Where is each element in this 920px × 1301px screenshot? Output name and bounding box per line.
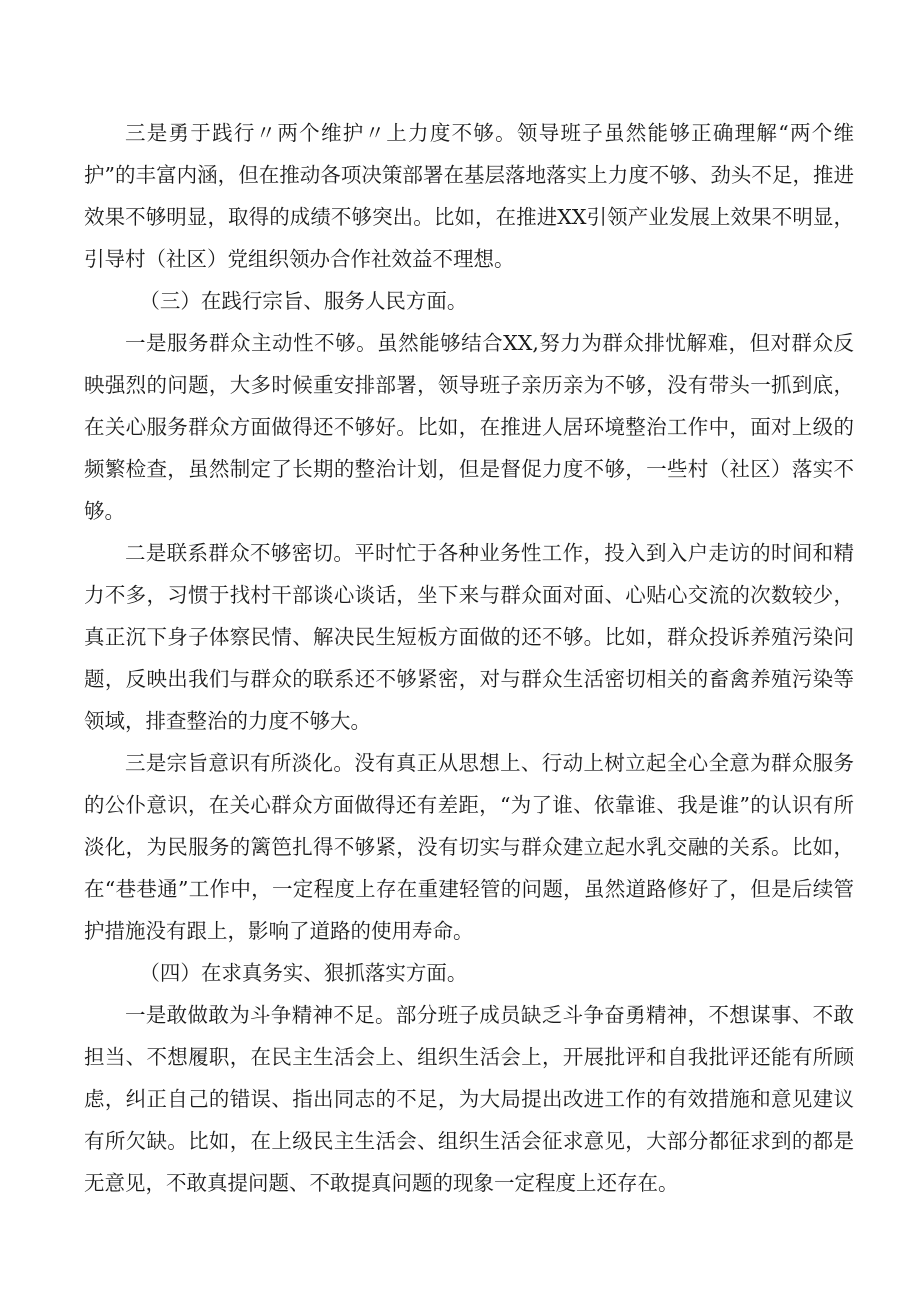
- paragraph-contact-masses: 二是联系群众不够密切。平时忙于各种业务性工作，投入到入户走访的时间和精力不多，习惯于找村干部谈心谈话，坐下来与群众面对面、心贴心交流的次数较少，真正沉下身子体察民情、解决民生短板方面做的还不够。比如，群众投诉养殖污染问题，反映出我们与群众的联系还不够紧密，对与群众生活密切相关的畜禽养殖污染等领域，排查整治的力度不够大。: [84, 541, 854, 733]
- document-body: [84, 112, 854, 1204]
- paragraph-fighting-spirit: 一是敢做敢为斗争精神不足。部分班子成员缺乏斗争奋勇精神，不想谋事、不敢担当、不想履职，在民主生活会上、组织生活会上，开展批评和自我批评还能有所顾虑，纠正自己的错误、指出同志的不足，为大局提出改进工作的有效措施和意见建议有所欠缺。比如，在上级民主生活会、组织生活会征求意见，大部分都征求到的都是无意见，不敢真提问题、不敢提真问题的现象一定程度上还存在。: [84, 1003, 854, 1195]
- paragraph-two-safeguards: 三是勇于践行〃两个维护〃上力度不够。领导班子虽然能够正确理解“两个维护”的丰富内涵，但在推动各项决策部署在基层落地落实上力度不够、劲头不足，推进效果不够明显，取得的成绩不够突出。比如，在推进XX引领产业发展上效果不明显，引导村（社区）党组织领办合作社效益不理想。: [84, 121, 854, 271]
- section-heading-4: （四）在求真务实、狠抓落实方面。: [139, 961, 468, 985]
- paragraph-service-initiative: 一是服务群众主动性不够。虽然能够结合XX,努力为群众排忧解难，但对群众反映强烈的问题，大多时候重安排部署，领导班子亲历亲为不够，没有带头一抓到底，在关心服务群众方面做得还不够好。比如，在推进人居环境整治工作中，面对上级的频繁检查，虽然制定了长期的整治计划，但是督促力度不够，一些村（社区）落实不够。: [84, 331, 854, 523]
- paragraph-purpose-awareness: 三是宗旨意识有所淡化。没有真正从思想上、行动上树立起全心全意为群众服务的公仆意识，在关心群众方面做得还有差距，“为了谁、依靠谁、我是谁”的认识有所淡化，为民服务的篱笆扎得不够紧，没有切实与群众建立起水乳交融的关系。比如，在“巷巷通”工作中，一定程度上存在重建轻管的问题，虽然道路修好了，但是后续管护措施没有跟上，影响了道路的使用寿命。: [84, 751, 854, 943]
- section-heading-3: （三）在践行宗旨、服务人民方面。: [139, 289, 468, 313]
